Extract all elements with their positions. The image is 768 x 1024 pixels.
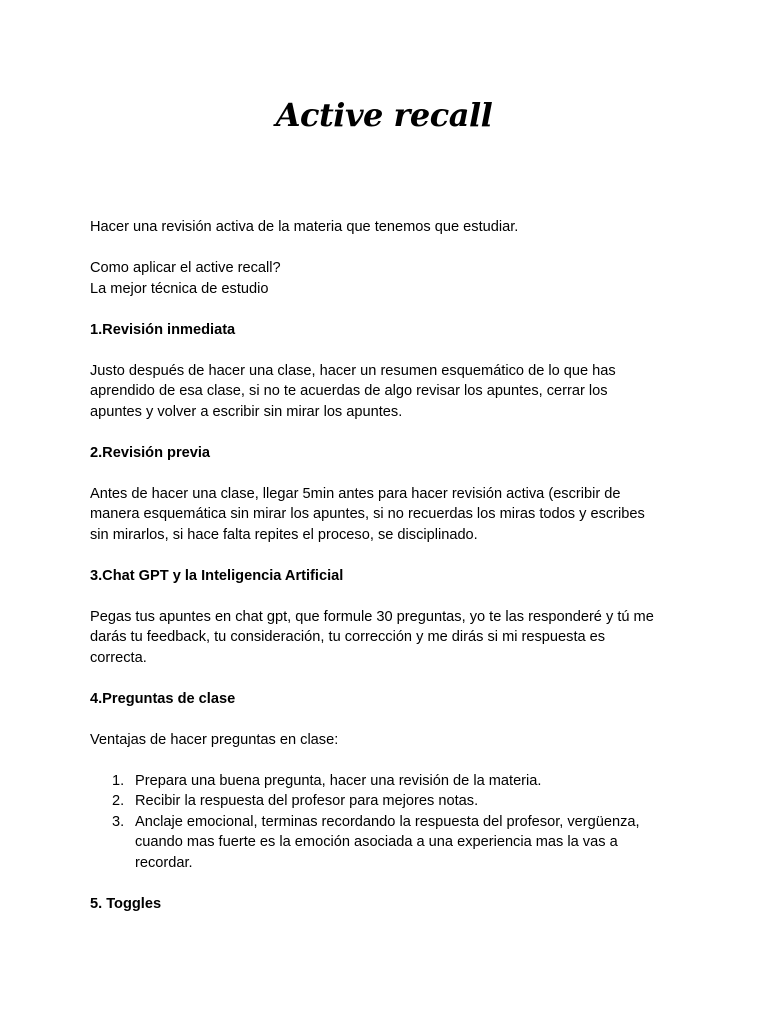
section-heading: 2.Revisión previa <box>90 444 211 461</box>
section-body-line: Pegas tus apuntes en chat gpt, que formule 30 preguntas, yo te las responderé y tú me <box>90 608 654 625</box>
question-line: Como aplicar el active recall? <box>90 260 281 276</box>
list-item-text: Anclaje emocional, terminas recordando la respuesta del profesor, vergüenza, <box>135 813 640 830</box>
list-item-text: Prepara una buena pregunta, hacer una revisión de la materia. <box>135 772 542 789</box>
section-body-line: manera esquemática sin mirar los apuntes, si no recuerdas los miras todos y escribes <box>90 506 645 522</box>
document-title: Active recall <box>275 96 493 134</box>
section-heading: 5. Toggles <box>90 895 162 912</box>
list-item-number: 3. <box>112 813 125 830</box>
list-item-text: recordar. <box>135 854 193 871</box>
numbered-list <box>90 771 690 874</box>
section-body-line: correcta. <box>90 649 147 666</box>
section-body-line: darás tu feedback, tu consideración, tu corrección y me dirás si mi respuesta es <box>90 629 606 645</box>
list-item <box>90 812 690 874</box>
section-body-line: apuntes y volver a escribir sin mirar los apuntes. <box>90 403 403 420</box>
section-heading: 4.Preguntas de clase <box>90 690 236 707</box>
section-heading: 3.Chat GPT y la Inteligencia Artificial <box>90 567 344 584</box>
subtitle-line: La mejor técnica de estudio <box>90 280 269 297</box>
section-heading: 1.Revisión inmediata <box>90 321 236 338</box>
intro-paragraph: Hacer una revisión activa de la materia que tenemos que estudiar. <box>90 219 519 235</box>
section-body-line: Antes de hacer una clase, llegar 5min antes para hacer revisión activa (escribir de <box>90 485 621 502</box>
section-body-line: Justo después de hacer una clase, hacer un resumen esquemático de lo que has <box>90 362 616 379</box>
list-item-number: 2. <box>112 793 125 809</box>
section-body-line: aprendido de esa clase, si no te acuerdas de algo revisar los apuntes, cerrar los <box>90 383 608 399</box>
list-item <box>90 771 690 792</box>
document-body <box>90 217 690 914</box>
section-body-line: sin mirarlos, si hace falta repites el proceso, se disciplinado. <box>90 526 478 543</box>
list-item-number: 1. <box>112 772 125 789</box>
list-item <box>90 791 690 812</box>
list-item-text: cuando mas fuerte es la emoción asociada a una experiencia mas la vas a <box>135 834 618 850</box>
list-item-text: Recibir la respuesta del profesor para mejores notas. <box>135 793 479 809</box>
section-body-line: Ventajas de hacer preguntas en clase: <box>90 731 339 748</box>
